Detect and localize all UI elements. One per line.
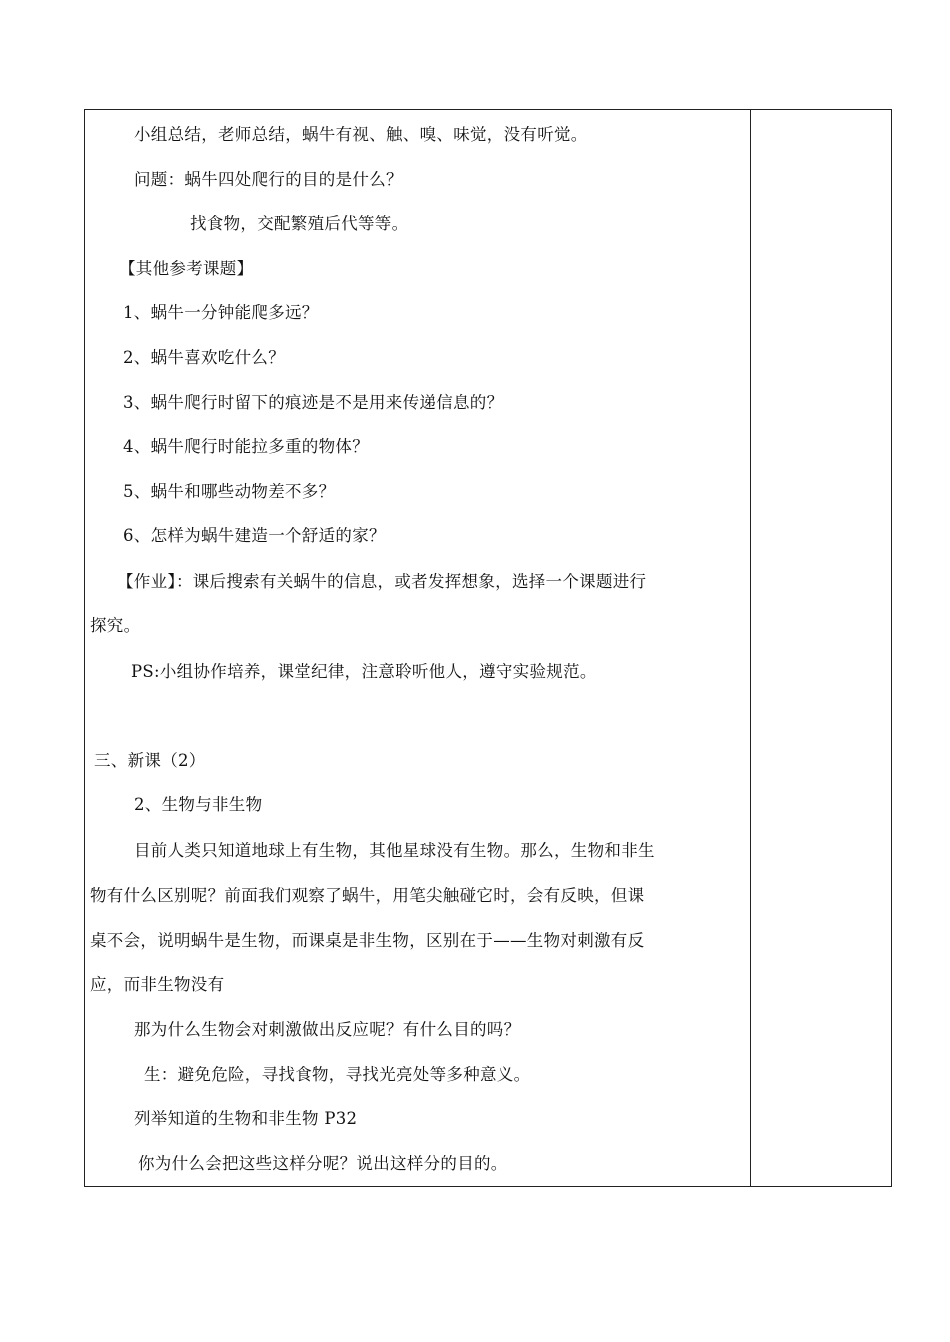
text-line: 那为什么生物会对刺激做出反应呢？有什么目的吗？ [134,1020,521,1039]
text-line: 桌不会，说明蜗牛是生物，而课桌是非生物，区别在于——生物对刺激有反 [90,931,645,950]
note-line: PS:小组协作培养，课堂纪律，注意聆听他人，遵守实验规范。 [131,662,597,681]
list-item: 3、蜗牛爬行时留下的痕迹是不是用来传递信息的？ [123,393,504,412]
text-line: 问题：蜗牛四处爬行的目的是什么？ [134,170,403,189]
subsection-heading: 2、生物与非生物 [134,795,263,814]
text-line: 生：避免危险，寻找食物，寻找光亮处等多种意义。 [144,1065,531,1084]
text-line: 找食物，交配繁殖后代等等。 [190,214,409,233]
column-divider [750,110,751,1186]
list-item: 1、蜗牛一分钟能爬多远？ [123,303,319,322]
section-heading: 三、新课（2） [94,751,206,770]
text-line: 目前人类只知道地球上有生物，其他星球没有生物。那么，生物和非生 [134,841,655,860]
list-item: 6、怎样为蜗牛建造一个舒适的家？ [123,526,386,545]
text-line: 物有什么区别呢？前面我们观察了蜗牛，用笔尖触碰它时，会有反映，但课 [90,886,645,905]
list-item: 5、蜗牛和哪些动物差不多？ [123,482,336,501]
list-item: 2、蜗牛喜欢吃什么？ [123,348,285,367]
text-line: 小组总结，老师总结，蜗牛有视、触、嗅、味觉，没有听觉。 [134,125,588,144]
text-line: 你为什么会把这些这样分呢？说出这样分的目的。 [138,1154,508,1173]
text-line: 应，而非生物没有 [90,975,225,994]
list-item: 4、蜗牛爬行时能拉多重的物体？ [123,437,369,456]
lesson-table [84,109,892,1187]
homework-line: 【作业】：课后搜索有关蜗牛的信息，或者发挥想象，选择一个课题进行 [117,572,647,591]
section-heading: 【其他参考课题】 [119,259,254,278]
notes-cell [752,110,891,1186]
text-line: 列举知道的生物和非生物 P32 [134,1109,358,1128]
homework-line: 探究。 [90,616,141,635]
